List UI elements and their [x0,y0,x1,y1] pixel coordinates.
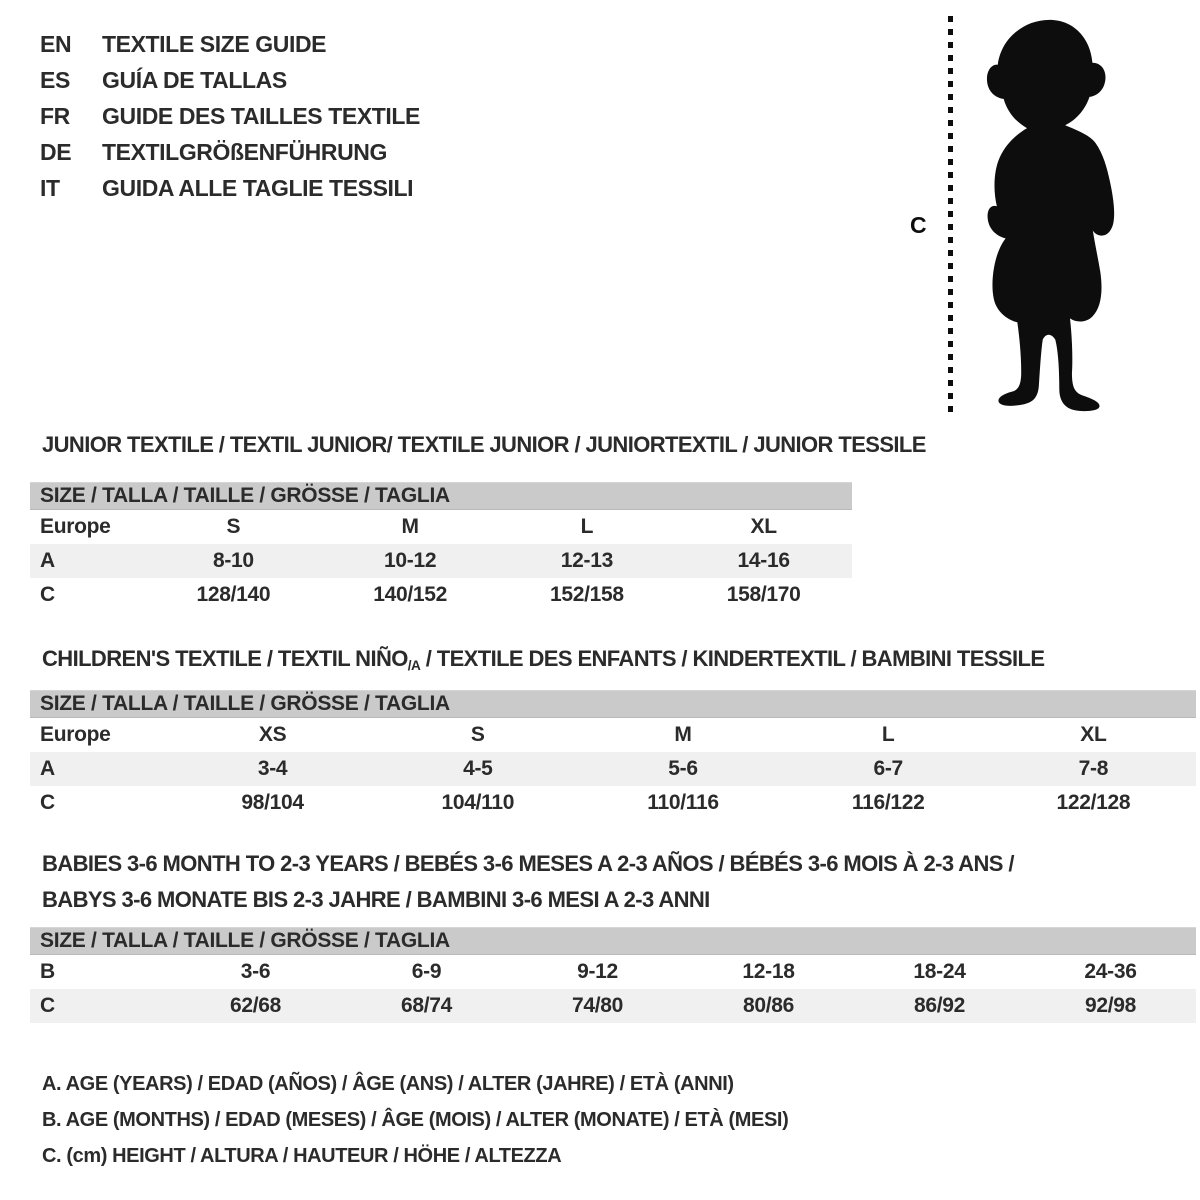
size-cell: L [881,723,895,746]
value-cell: 5-6 [668,757,698,780]
value-cell: 104/110 [441,791,515,814]
size-cell: XL [750,515,777,538]
footnotes [42,1066,788,1174]
value-cell: 68/74 [400,994,453,1017]
value-cell: 10-12 [384,549,437,572]
size-header-label: SIZE / TALLA / TAILLE / GRÖSSE / TAGLIA [40,929,450,952]
size-header-bar [30,690,1196,718]
size-cell: S [470,723,485,746]
babies-section-heading [42,846,1014,918]
value-cell: 62/68 [229,994,282,1017]
row-label: C [40,994,55,1017]
size-header-label: SIZE / TALLA / TAILLE / GRÖSSE / TAGLIA [40,484,450,507]
size-cell: XS [258,723,287,746]
size-header-label: SIZE / TALLA / TAILLE / GRÖSSE / TAGLIA [40,692,450,715]
language-title: GUÍA DE TALLAS [102,66,287,93]
footnote-c: C. (cm) HEIGHT / ALTURA / HAUTEUR / HÖHE / ALTEZZA [42,1145,562,1167]
row-label: Europe [40,515,111,538]
value-cell: 6-9 [411,960,442,983]
value-cell: 14-16 [737,549,790,572]
row-label: A [40,549,55,572]
language-code: EN [40,30,72,57]
height-measure-label: C [910,212,927,238]
language-title: TEXTILGRÖßENFÜHRUNG [102,138,387,165]
language-row-fr [40,98,420,134]
language-row-en [40,26,420,62]
babies-size-table [30,927,1196,1023]
language-row-de [40,134,420,170]
children-heading-text: / TEXTILE DES ENFANTS / KINDERTEXTIL / BAMBINI TESSILE [420,646,1045,671]
value-cell: 9-12 [577,960,618,983]
value-cell: 110/116 [647,791,719,814]
value-cell: 122/128 [1056,791,1131,814]
value-cell: 116/122 [851,791,925,814]
value-cell: 128/140 [196,583,271,606]
size-cell: M [674,723,692,746]
language-row-it [40,170,420,206]
size-header-bar [30,482,852,510]
value-cell: 7-8 [1078,757,1109,780]
language-title: GUIDE DES TAILLES TEXTILE [102,102,420,129]
table-row [30,955,1196,989]
size-header-bar [30,927,1196,955]
babies-heading-line1: BABIES 3-6 MONTH TO 2-3 YEARS / BEBÉS 3-6 MESES A 2-3 AÑOS / BÉBÉS 3-6 MOIS À 2-3 ANS / [42,851,1014,876]
language-title: GUIDA ALLE TAGLIE TESSILI [102,174,414,201]
language-code: IT [40,174,60,201]
toddler-silhouette-icon [962,14,1138,414]
value-cell: 98/104 [241,791,304,814]
babies-heading-line2: BABYS 3-6 MONATE BIS 2-3 JAHRE / BAMBINI 3-6 MESI A 2-3 ANNI [42,887,710,912]
row-label: B [40,960,55,983]
language-row-es [40,62,420,98]
language-title: TEXTILE SIZE GUIDE [102,30,327,57]
value-cell: 3-6 [240,960,271,983]
value-cell: 24-36 [1084,960,1137,983]
value-cell: 8-10 [212,549,254,572]
row-label: A [40,757,55,780]
value-cell: 18-24 [913,960,966,983]
junior-section-heading: JUNIOR TEXTILE / TEXTIL JUNIOR/ TEXTILE JUNIOR / JUNIORTEXTIL / JUNIOR TESSILE [42,432,926,457]
size-cell: M [401,515,419,538]
value-cell: 74/80 [571,994,624,1017]
value-cell: 12-18 [742,960,795,983]
value-cell: 92/98 [1084,994,1137,1017]
table-row [30,544,852,578]
value-cell: 140/152 [373,583,448,606]
language-code: ES [40,66,70,93]
junior-size-table [30,482,852,612]
value-cell: 4-5 [463,757,493,780]
row-label: C [40,791,55,814]
table-row [30,989,1196,1023]
children-section-heading [42,642,1044,683]
value-cell: 12-13 [560,549,613,572]
value-cell: 152/158 [549,583,624,606]
language-code: DE [40,138,72,165]
value-cell: 6-7 [873,757,903,780]
children-heading-subscript: /A [407,657,421,673]
size-cell: S [226,515,241,538]
table-row [30,510,852,544]
value-cell: 158/170 [726,583,801,606]
table-row [30,786,1196,820]
language-list [40,26,420,206]
table-row [30,718,1196,752]
row-label: C [40,583,55,606]
footnote-a: A. AGE (YEARS) / EDAD (AÑOS) / ÂGE (ANS) / ALTER (JAHRE) / ETÀ (ANNI) [42,1073,734,1095]
language-code: FR [40,102,70,129]
height-measure-dashed-line [948,16,953,414]
children-size-table [30,690,1196,820]
value-cell: 86/92 [913,994,966,1017]
children-heading-text: CHILDREN'S TEXTILE / TEXTIL NIÑO [42,646,408,671]
footnote-b: B. AGE (MONTHS) / EDAD (MESES) / ÂGE (MOIS) / ALTER (MONATE) / ETÀ (MESI) [42,1109,789,1131]
table-row [30,752,1196,786]
row-label: Europe [40,723,111,746]
size-cell: XL [1080,723,1107,746]
table-row [30,578,852,612]
value-cell: 80/86 [742,994,795,1017]
size-cell: L [580,515,594,538]
value-cell: 3-4 [257,757,288,780]
